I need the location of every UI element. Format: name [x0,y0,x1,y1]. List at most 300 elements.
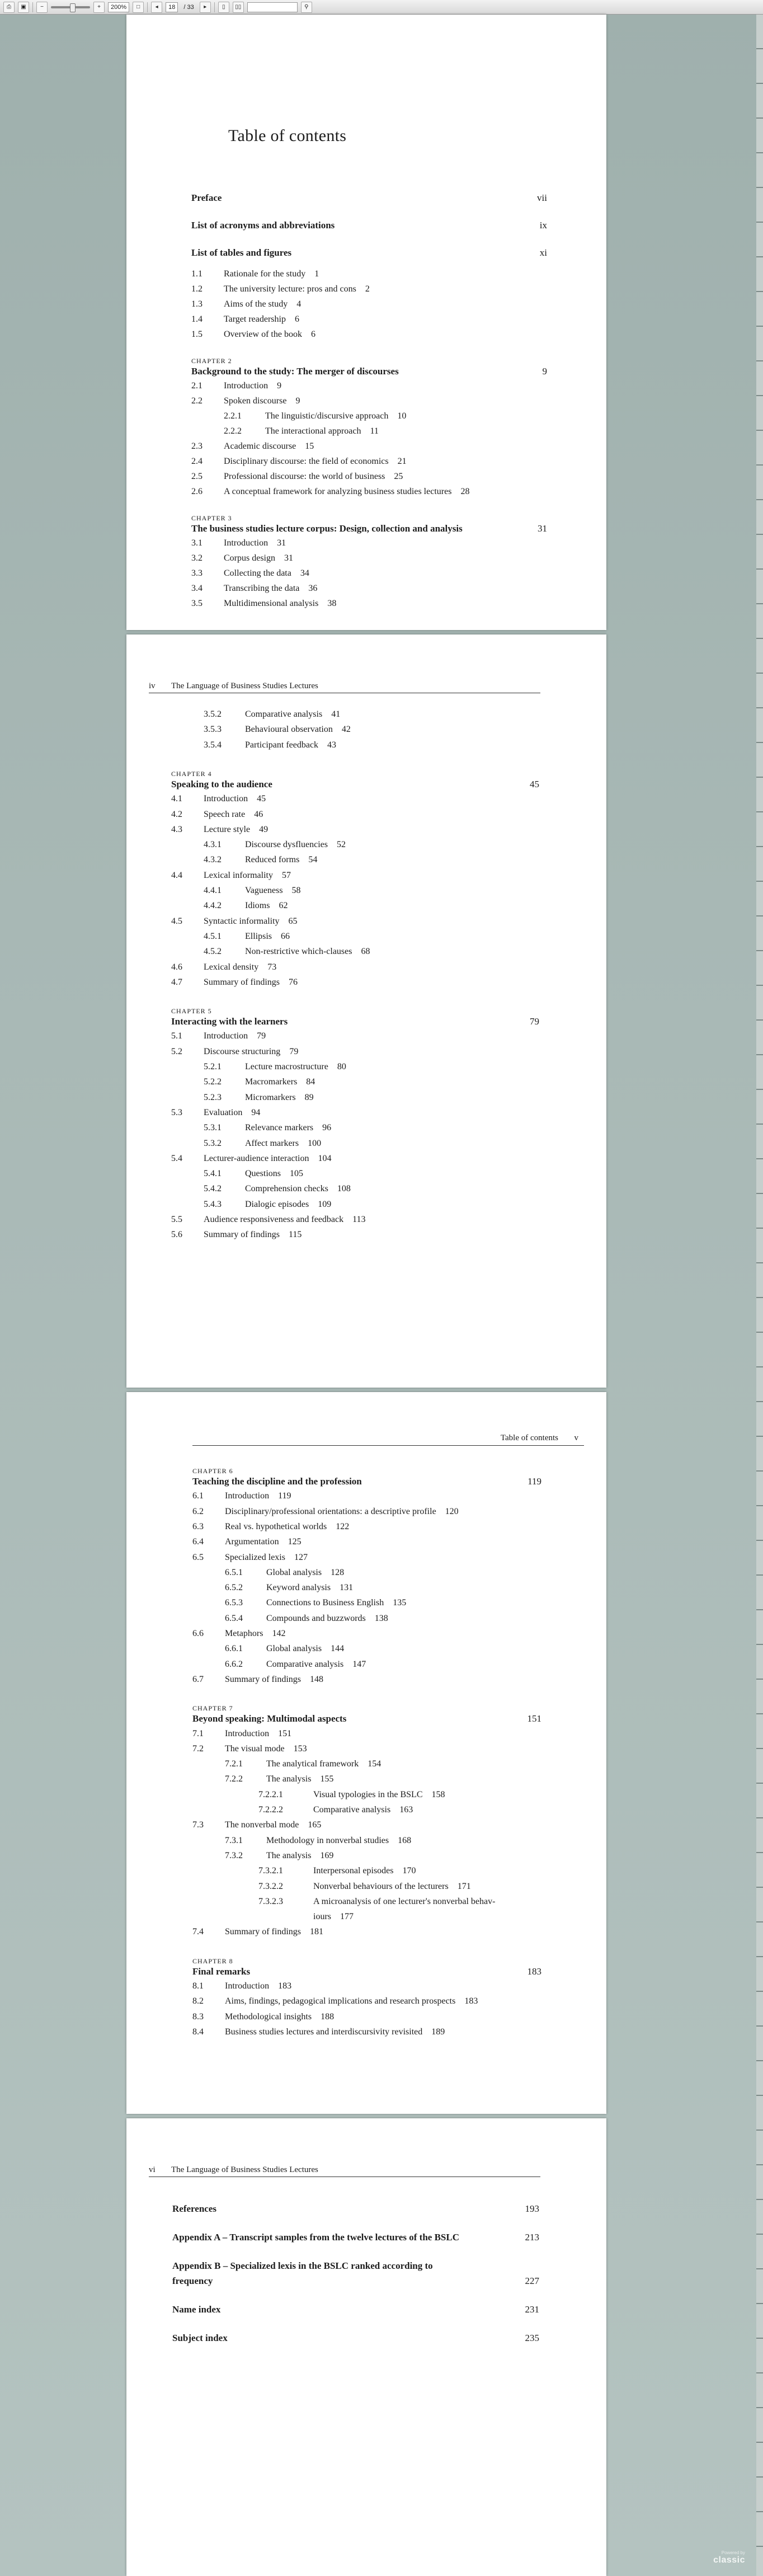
toc-section-title: Name index [172,2304,221,2315]
toc-entry-page: 122 [336,1521,350,1531]
toc-entry-title [313,1882,471,1892]
running-header-title: The Language of Business Studies Lectures [171,681,318,690]
toc-entry[interactable] [126,740,606,755]
toc-entry[interactable] [126,871,606,886]
toc-entry-title [225,1996,478,2006]
toc-entry[interactable] [126,1790,606,1805]
toc-entry[interactable] [126,1553,606,1568]
two-page-icon[interactable]: ▯▯ [233,2,244,13]
toc-entry[interactable] [126,794,606,809]
page-number-input[interactable]: 18 [166,2,178,12]
toc-entry[interactable] [126,1820,606,1835]
toc-entry[interactable] [126,568,606,584]
toc-entry-title-text: Real vs. hypothetical worlds [225,1521,327,1531]
toc-entry-page: 80 [337,1062,346,1071]
toc-entry-title [245,725,351,735]
toc-entry[interactable] [126,1882,606,1897]
search-input[interactable] [247,2,298,12]
toc-entry[interactable] [126,1644,606,1659]
toc-entry-page: 73 [267,962,277,972]
toc-entry[interactable] [126,1805,606,1820]
toc-entry-title [245,1184,351,1194]
toc-entry-title-text: Lexical informality [204,870,273,880]
toc-entry-title [313,1790,445,1800]
toc-entry-number: 3.5.4 [204,740,222,750]
toc-entry[interactable] [126,1031,606,1046]
toc-entry-number: 5.2.3 [204,1092,222,1102]
toc-entry[interactable] [126,1184,606,1199]
toc-entry-title [225,1553,308,1563]
toc-entry-page: 36 [308,584,318,593]
toc-entry-title-text: Professional discourse: the world of business [224,472,385,481]
toc-entry[interactable] [126,855,606,870]
toc-entry[interactable] [126,901,606,916]
toc-entry[interactable] [126,1744,606,1759]
toc-entry-number: 4.5.1 [204,931,222,941]
toc-entry-page: 2 [365,284,370,294]
toc-entry[interactable] [126,269,606,284]
toc-entry-title-text: Keyword analysis [266,1583,331,1593]
toc-entry[interactable] [126,932,606,947]
toc-section[interactable] [126,2276,606,2291]
toc-entry-title [245,1169,303,1179]
toc-entry-number: 1.5 [191,330,202,339]
toc-entry-title-text: The visual mode [225,1743,285,1754]
toc-entry-number: 4.4.1 [204,886,222,895]
toc-entry[interactable] [126,1759,606,1774]
toc-entry-title-text: Participant feedback [245,740,319,750]
toc-entry-title-text: Non-restrictive which-clauses [245,947,352,957]
toc-entry-continuation [313,1912,354,1922]
toc-entry-number: 2.4 [191,457,202,466]
toc-entry-title-text: Multidimensional analysis [224,599,319,608]
toc-entry[interactable] [126,825,606,840]
toc-entry[interactable] [126,1123,606,1138]
toc-entry-number: 5.2 [171,1046,182,1056]
toc-entry-number: 4.3.2 [204,855,222,865]
toc-entry-title-text: Introduction [204,1031,248,1041]
toc-entry-number: 4.2 [171,809,182,819]
toc-entry[interactable] [126,330,606,345]
toc-entry[interactable] [126,2012,606,2027]
toc-entry-number: 5.4 [171,1153,182,1163]
toc-entry[interactable] [126,441,606,457]
toc-entry-title [224,396,300,406]
toc-section[interactable] [126,247,606,262]
zoom-level[interactable]: 200% [108,2,129,12]
toc-entry-page: 58 [291,886,301,895]
document-page [126,15,606,630]
toc-entry-number: 5.4.3 [204,1199,222,1209]
toc-entry-title-text: Lecturer-audience interaction [204,1153,309,1163]
document-page [126,634,606,1388]
toc-entry-page: 144 [331,1644,345,1654]
toc-entry-title [245,1062,346,1072]
toc-entry-title [204,1047,298,1057]
toc-entry[interactable] [126,1614,606,1629]
toc-entry-title-text: Overview of the book [224,330,302,339]
toc-entry-title-text: Global analysis [266,1644,322,1654]
toc-entry[interactable] [126,457,606,472]
toc-entry-page: 66 [281,931,290,941]
toc-entry-title [224,299,301,309]
toc-entry-title-text: Introduction [225,1981,270,1991]
toc-entry-page: 154 [368,1759,381,1769]
toc-entry-title-text: Connections to Business English [266,1598,384,1608]
save-icon[interactable]: ▣ [18,2,29,13]
toc-entry-number: 3.5.3 [204,725,222,735]
document-page [126,2118,606,2576]
toc-entry[interactable] [126,947,606,962]
chapter-title[interactable] [126,1476,606,1491]
toc-entry-title [313,1805,413,1815]
toc-entry-number: 4.5.2 [204,947,222,957]
toc-entry-number: 3.5.2 [204,709,222,719]
toc-entry-page: 38 [327,599,337,608]
toc-entry-title [266,1568,344,1578]
toc-entry-title [245,886,301,896]
toc-entry-number: 7.1 [192,1728,204,1738]
toc-entry-title-text: Lecture style [204,824,251,834]
toc-section-page: 45 [530,778,539,789]
toc-entry[interactable] [126,1583,606,1598]
toc-entry-page: 41 [331,709,341,719]
toc-entry-page: 165 [308,1820,322,1830]
toc-entry-title-text: Idioms [245,901,270,911]
toc-section[interactable] [126,2333,606,2348]
toc-entry[interactable] [126,1851,606,1866]
chapter-title[interactable] [126,1016,606,1031]
zoom-slider-knob[interactable] [70,3,76,12]
toc-entry-title [224,599,336,609]
toc-entry-number: 6.5.1 [225,1567,243,1577]
toc-entry[interactable] [126,1200,606,1215]
toc-entry[interactable] [126,1996,606,2011]
next-page-icon[interactable]: ▸ [200,2,211,13]
toc-entry[interactable] [126,1108,606,1123]
toc-entry[interactable] [126,1675,606,1690]
toc-section-page: 119 [527,1476,541,1487]
toc-entry-title [225,2027,445,2037]
toc-entry[interactable] [126,1522,606,1537]
toc-entry-number: 2.5 [191,472,202,481]
toc-entry[interactable] [126,426,606,441]
toc-entry-page: 15 [305,441,314,451]
toc-entry-number: 7.3.2.2 [258,1881,283,1891]
toc-entry-number: 7.2.1 [225,1759,243,1769]
toc-entry[interactable] [126,709,606,725]
toc-section-page: 79 [530,1016,539,1027]
toc-entry[interactable] [126,487,606,502]
toc-entry-page: 52 [336,840,346,850]
toc-entry-title-text: Discourse structuring [204,1046,281,1056]
toc-entry[interactable] [126,472,606,487]
toc-entry-number: 8.1 [192,1981,204,1991]
search-icon[interactable]: ⚲ [301,2,312,13]
toc-entry-title [245,709,340,720]
toc-entry-page: 119 [278,1491,291,1501]
toc-entry-title [245,1139,321,1149]
toc-entry-title [225,1927,323,1937]
toc-section-page: 31 [538,523,547,534]
toc-entry-number: 5.5 [171,1215,182,1224]
toc-section-title: The business studies lecture corpus: Design, collection and analysis [191,523,463,534]
toc-entry[interactable] [126,962,606,977]
toc-entry-title [266,1759,381,1769]
toc-entry-number: 6.1 [192,1491,204,1501]
toc-entry-page: 46 [254,809,263,819]
single-page-icon[interactable]: ▯ [218,2,229,13]
toc-entry-number: 7.3.1 [225,1835,243,1845]
toc-section-page: 9 [542,366,547,377]
toc-entry-title-text: Visual typologies in the BSLC [313,1789,423,1799]
toc-entry-title-text: Introduction [225,1728,270,1738]
toc-entry-title [245,1200,331,1210]
toc-entry-title-text: Macromarkers [245,1077,298,1087]
page-thumbnail-rail[interactable] [756,15,763,2576]
toc-entry[interactable] [126,1047,606,1062]
toc-entry[interactable] [126,2027,606,2042]
document-page [126,1392,606,2114]
toc-entry-title [204,871,291,881]
toc-entry-number: 6.5 [192,1552,204,1562]
toc-entry-page: 6 [310,330,315,339]
toc-entry-page: 6 [294,314,299,324]
toc-entry-number: 6.5.3 [225,1598,243,1608]
toc-section[interactable] [126,2203,606,2218]
chapter-title[interactable] [126,1713,606,1728]
zoom-out-icon[interactable]: − [36,2,48,13]
toc-entry-title-text: Spoken discourse [224,396,287,406]
toc-entry-title-text: Questions [245,1169,281,1179]
toc-entry-title-text: Behavioural observation [245,725,333,735]
toc-entry-title-text: Summary of findings [225,1674,301,1684]
toc-entry-title-text: Lecture macrostructure [245,1062,328,1071]
toc-entry[interactable] [126,1598,606,1613]
toc-entry-page: 115 [289,1230,302,1240]
toc-entry-page: 109 [318,1199,332,1209]
chapter-title[interactable] [126,366,606,381]
toc-entry-page: 189 [431,2027,445,2037]
toc-entry-number: 2.6 [191,487,202,496]
toc-entry-title-text: Vagueness [245,886,283,895]
toc-entry-page: 148 [310,1674,323,1684]
toc-entry-title-text: Discourse dysfluencies [245,840,328,850]
toc-entry-number: 7.4 [192,1927,204,1937]
toc-entry-page: 188 [321,2011,335,2022]
zoom-slider[interactable] [51,6,90,8]
running-header-title: Table of contents [500,1433,558,1442]
toc-entry-page: 151 [278,1728,292,1738]
toc-entry[interactable] [126,725,606,740]
toc-entry-number: 5.4.2 [204,1184,222,1194]
toc-entry-title [266,1598,406,1608]
toc-entry[interactable] [126,1897,606,1912]
toc-entry[interactable] [126,1077,606,1092]
toc-entry-number: 4.1 [171,794,182,804]
toc-entry-title [224,553,293,563]
chapter-label: CHAPTER 2 [191,357,232,365]
viewer-logo [700,2550,745,2572]
toc-entry-title-text: Affect markers [245,1138,299,1148]
toc-entry-page: 89 [304,1092,314,1102]
toc-entry[interactable] [126,1537,606,1552]
toc-entry[interactable] [126,1507,606,1522]
toc-section[interactable] [126,192,606,208]
toc-entry-title [266,1583,353,1593]
toc-entry-page: 9 [277,381,282,391]
toc-entry-page: 10 [397,411,407,421]
chapter-label: CHAPTER 6 [192,1467,233,1475]
toc-entry[interactable] [126,1660,606,1675]
toolbar-divider [32,2,33,12]
toc-entry[interactable] [126,977,606,993]
toc-entry[interactable] [126,1154,606,1169]
toc-entry[interactable] [126,553,606,568]
toc-entry-page: 79 [257,1031,266,1041]
toc-entry-number: 5.6 [171,1230,182,1240]
toc-entry[interactable] [126,599,606,614]
toc-entry-number: 5.1 [171,1031,182,1041]
toc-entry-number: 8.4 [192,2027,204,2037]
toc-entry[interactable] [126,284,606,299]
toc-entry-page: 181 [310,1927,323,1937]
toc-entry-page: 138 [374,1613,388,1623]
toc-entry-page: 25 [394,472,403,481]
toc-entry-page: 43 [327,740,337,750]
running-header-pagenum: v [574,1433,578,1442]
toc-entry[interactable] [126,1491,606,1506]
toc-entry[interactable] [126,1836,606,1851]
toc-entry-title-text: Syntactic informality [204,916,280,926]
toc-entry-title [225,1629,285,1639]
toc-entry-number: 6.3 [192,1521,204,1531]
toc-entry[interactable] [126,1062,606,1077]
toc-entry-title-text: Speech rate [204,809,246,819]
toc-entry-number: 2.2.1 [224,411,242,421]
toc-section-page: 227 [525,2276,539,2286]
toc-entry-title-text: Introduction [204,794,248,804]
toc-entry-title-text: The university lecture: pros and cons [224,284,356,294]
toc-entry-title [204,1230,302,1240]
toc-entry-title [224,487,469,497]
toc-entry-title-text: Comprehension checks [245,1184,328,1194]
toc-entry-number: 8.3 [192,2011,204,2022]
toc-section[interactable] [126,2304,606,2319]
toc-entry[interactable] [126,1093,606,1108]
toc-section[interactable] [126,220,606,235]
toc-entry[interactable] [126,314,606,330]
toc-entry[interactable] [126,1866,606,1881]
toc-entry-title-text: iours [313,1912,331,1922]
toc-entry-title-text: A conceptual framework for analyzing business studies lectures [224,487,452,496]
toc-entry-number: 4.5 [171,916,182,926]
toc-entry-title [224,568,309,579]
toc-entry[interactable] [126,1568,606,1583]
toc-entry-number: 5.3 [171,1107,182,1117]
toc-entry-title-text: The nonverbal mode [225,1820,299,1830]
toc-section-page: 235 [525,2333,539,2343]
toc-entry-title-text: The linguistic/discursive approach [265,411,389,421]
toc-entry-page: 131 [340,1583,354,1593]
chapter-title[interactable] [126,523,606,538]
running-header-pagenum: iv [149,681,156,690]
toc-entry[interactable] [126,886,606,901]
chapter-label: CHAPTER 4 [171,769,212,778]
toc-entry-number: 6.5.4 [225,1613,243,1623]
toc-entry-number: 5.2.1 [204,1062,222,1071]
toc-section-title: Final remarks [192,1966,251,1977]
toc-entry-number: 4.3.1 [204,840,222,850]
toc-entry-title [224,381,281,391]
toc-section-title: Appendix B – Specialized lexis in the BSLC ranked according to [172,2260,433,2271]
toc-section[interactable] [126,1912,606,1927]
zoom-in-icon[interactable]: + [93,2,105,13]
toc-entry-title-text: Argumentation [225,1537,279,1547]
toc-entry-title [204,1154,331,1164]
toc-section-page: 151 [527,1713,541,1724]
toc-entry-number: 4.4 [171,870,182,880]
toc-entry-title-text: The analysis [266,1774,312,1784]
toc-entry[interactable] [126,840,606,855]
toc-entry[interactable] [126,1774,606,1789]
toc-entry-number: 6.5.2 [225,1583,243,1593]
fit-page-icon[interactable]: □ [133,2,144,13]
toc-entry-number: 1.2 [191,284,202,294]
toc-entry-title-text: Business studies lectures and interdiscursivity revisited [225,2027,423,2037]
toc-entry[interactable] [126,1729,606,1744]
toc-entry[interactable] [126,381,606,396]
toc-entry[interactable] [126,916,606,932]
toc-section[interactable] [126,2232,606,2247]
toc-entry-number: 1.3 [191,299,202,309]
chapter-title[interactable] [126,779,606,794]
toc-entry[interactable] [126,1139,606,1154]
toc-entry-title [266,1851,333,1861]
page-total: / 33 [183,3,194,11]
toc-entry[interactable] [126,1169,606,1184]
header-rule [192,1445,584,1446]
toc-entry[interactable] [126,1981,606,1996]
toc-section[interactable] [126,2260,606,2276]
prev-page-icon[interactable]: ◂ [151,2,162,13]
toc-entry-page: 42 [341,725,351,735]
toc-entry[interactable] [126,1215,606,1230]
toc-entry-title-text: Introduction [224,381,269,391]
toc-entry[interactable] [126,1927,606,1942]
toc-entry[interactable] [126,1230,606,1245]
toc-entry-title-text: Collecting the data [224,568,291,578]
toc-entry-title [204,977,298,988]
toc-entry-title [225,1744,307,1754]
toc-entry-number: 3.3 [191,568,202,578]
toc-entry[interactable] [126,1629,606,1644]
toc-entry[interactable] [126,584,606,599]
toc-entry-page: 4 [296,299,302,309]
toc-entry[interactable] [126,538,606,553]
toc-entry-title-text: Compounds and buzzwords [266,1613,366,1623]
toc-entry[interactable] [126,411,606,426]
toc-entry[interactable] [126,396,606,411]
toc-entry[interactable] [126,299,606,314]
chapter-title[interactable] [126,1966,606,1981]
toc-entry-title [224,441,314,452]
toc-entry-page: 79 [289,1046,299,1056]
toc-entry-number: 4.4.2 [204,901,222,911]
toc-entry[interactable] [126,810,606,825]
print-icon[interactable]: ⎙ [3,2,15,13]
toc-section-page: 231 [525,2304,539,2315]
